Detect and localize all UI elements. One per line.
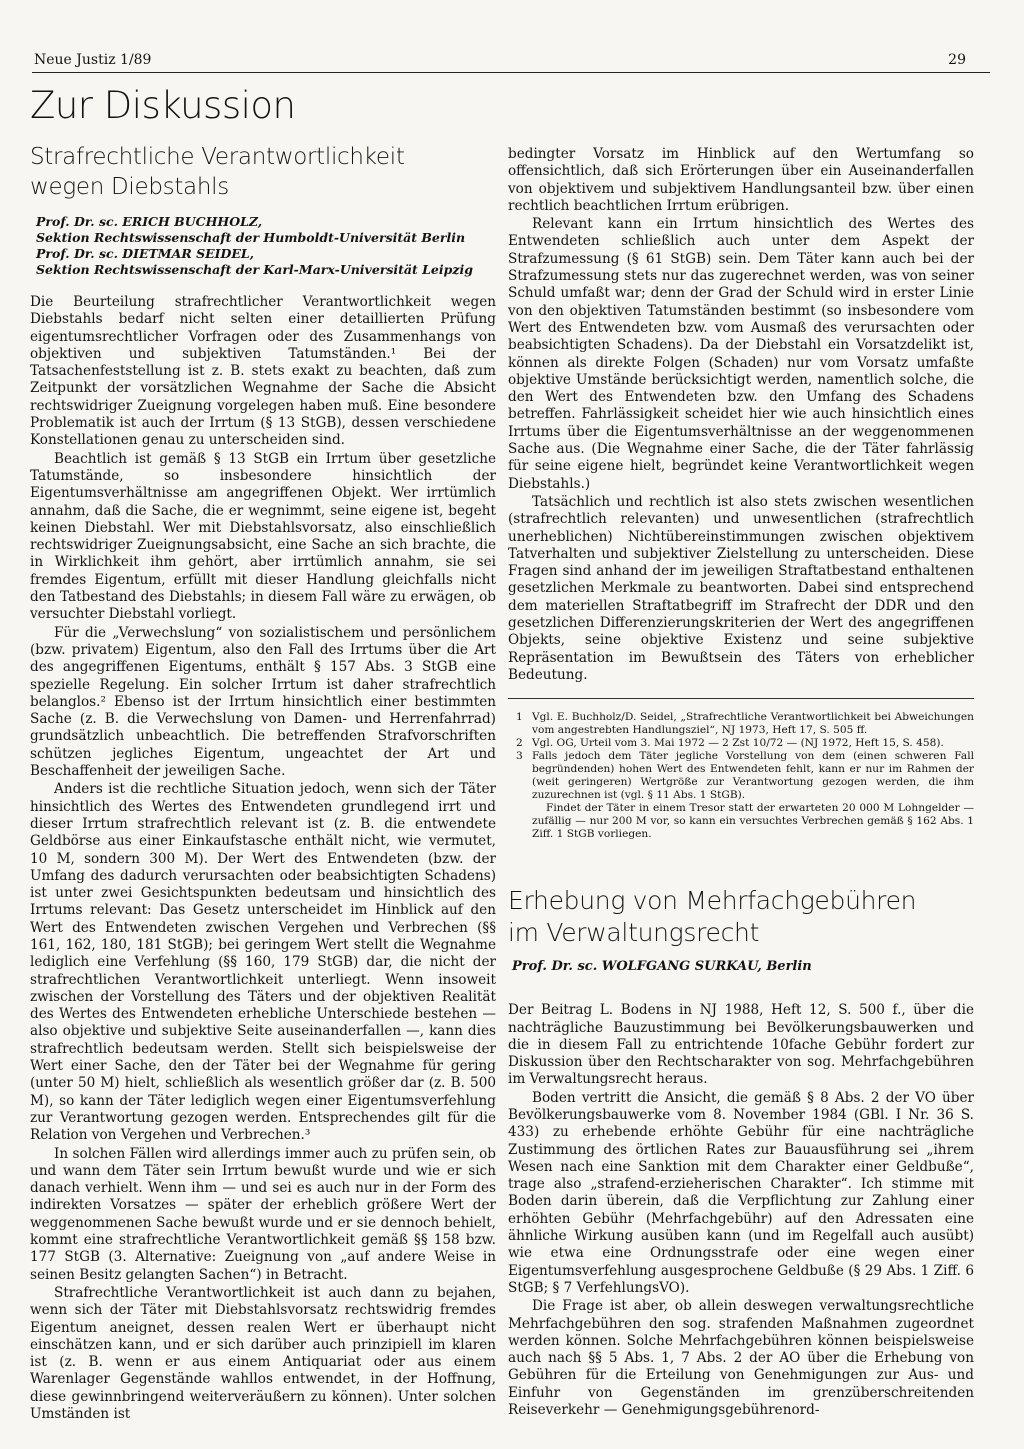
right-column (508, 146, 974, 1420)
paragraph: Anders ist die rechtliche Situation jedoch, wenn sich der Täter hinsichtlich des Wertes des Entwendeten grundlegend irrt und dieser Irrtum strafrechtlich relevant ist (z. B. die entwendete Geldbörse aus einer Einkaufstasche enthält nicht, wie vermutet, 10 M, sondern 300 M). Der Wert des Entwendeten (bzw. der Umfang des dadurch verursachten oder beabsichtigten Schadens) ist unter zwei Gesichtspunkten bedeutsam und hinsichtlich des Irrtums relevant: Das Gesetz unterscheidet im Hinblick auf den Wert des Entwendeten zwischen Vergehen und Verbrechen (§§ 161, 162, 180, 181 StGB); bei geringem Wert stellt die Wegnahme lediglich eine Verfehlung (§§ 160, 179 StGB) dar, die nicht der strafrechtlichen Verantwortlichkeit unterliegt. Wenn insoweit zwischen der Vorstellung des Täters und der objektiven Realität des Wertes des Entwendeten erhebliche Unterschiede bestehen — also objektive und subjektive Seite auseinanderfallen —, kann dies strafrechtlich bedeutsam werden. Stellt sich beispielsweise der Wert einer Sache, den der Täter bei der Wegnahme für gering (unter 50 M) hielt, schließlich als wesentlich größer dar (z. B. 500 M), so kann der Täter lediglich wegen einer Eigentumsverfehlung zur Verantwortung gezogen werden. Entsprechendes gilt für die Relation von Vergehen und Verbrechen.³ (30, 781, 496, 1144)
author-name: Prof. Dr. sc. WOLFGANG SURKAU, Berlin (512, 959, 812, 975)
second-article (508, 885, 974, 1419)
footnote-divider (508, 698, 974, 699)
footnote-2: 2 Vgl. OG, Urteil vom 3. Mai 1972 — 2 Zst 10/72 — (NJ 1972, Heft 15, S. 458). (516, 737, 944, 750)
paragraph: Für die „Verwechslung“ von sozialistischem und persönlichem (bzw. privatem) Eigentum, also den Fall des Irrtums über die Art des angegriffenen Eigentums, enthält § 157 Abs. 3 StGB eine spezielle Regelung. Ein solcher Irrtum ist daher strafrechtlich belanglos.² Ebenso ist der Irrtum hinsichtlich einer bestimmten Sache (z. B. die Verwechslung von Damen- und Herrenfahrrad) grundsätzlich unbeachtlich. Die betreffenden Strafvorschriften schützen jegliches Eigentum, ungeachtet der Art und Beschaffenheit der jeweiligen Sache. (30, 624, 496, 780)
paragraph: Die Frage ist aber, ob allein deswegen verwaltungsrechtliche Mehrfachgebühren den sog. strafenden Maßnahmen zugeordnet werden können. Solche Mehrfachgebühren können beispielsweise auch nach §§ 5 Abs. 1, 7 Abs. 2 der AO über die Erhebung von Gebühren für die Erteilung von Genehmigungen zur Aus- und Einfuhr von Gegenständen im grenzüberschreitenden Reiseverkehr — Genehmigungsgebührenord- (508, 1298, 974, 1419)
footnote-1: 1 Vgl. E. Buchholz/D. Seidel, „Strafrechtliche Verantwortlichkeit bei Abweichungen vom angestrebten Handlungsziel“, NJ 1973, Heft 17, S. 505 ff. (516, 711, 974, 737)
article-title-line-1: Erhebung von Mehrfachgebühren (508, 886, 917, 916)
author-name: Prof. Dr. sc. DIETMAR SEIDEL, (36, 246, 254, 261)
paragraph: bedingter Vorsatz im Hinblick auf den Wertumfang so offensichtlich, daß sich Erörterungen über ein Auseinanderfallen von objektivem und subjektivem Handlungsanteil bzw. über einen rechtlich beachtlichen Irrtum erübrigen. (508, 146, 974, 214)
journal-issue: Neue Justiz 1/89 (34, 52, 152, 68)
header-divider (32, 72, 990, 73)
author-name: Prof. Dr. sc. ERICH BUCHHOLZ, (36, 214, 263, 229)
paragraph: Beachtlich ist gemäß § 13 StGB ein Irrtum über gesetzliche Tatumstände, so insbesondere hinsichtlich der Eigentumsverhältnisse am angegriffenen Objekt. Wer irrtümlich annahm, daß die Sache, die er wegnimmt, seine eigene ist, begeht keinen Diebstahl. Wer mit Diebstahlsvorsatz, also einschließlich rechtswidriger Zueignungsabsicht, eine Sache an sich brachte, die in Wirklichkeit ihm gehört, aber irrtümlich annahm, sie sei fremdes Eigentum, erfüllt mit dieser Handlung gleichfalls nicht den Tatbestand des Diebstahls; in diesem Fall wäre zu erwägen, ob versuchter Diebstahl vorliegt. (30, 450, 496, 623)
paragraph: Boden vertritt die Ansicht, die gemäß § 8 Abs. 2 der VO über Bevölkerungsbauwerke vom 8. November 1984 (GBl. I Nr. 36 S. 433) zu erhebende erhöhte Gebühr für eine nachträgliche Zustimmung des örtlichen Rates zur Bauausführung sei „ihrem Wesen nach eine Sanktion mit dem Charakter einer Geldbuße“, trage also „strafend-erzieherischen Charakter“. Ich stimme mit Boden darin überein, daß die Verpflichtung zur Zahlung einer erhöhten Gebühr (Mehrfachgebühr) auf den Adressaten eine ähnliche Wirkung ausüben kann (und im Regelfall auch ausübt) wie etwa eine Ordnungsstrafe oder eine wegen einer Eigentumsverfehlung ausgesprochene Geldbuße (§ 29 Abs. 1 Ziff. 6 StGB; § 7 VerfehlungsVO). (508, 1089, 974, 1296)
paragraph: Relevant kann ein Irrtum hinsichtlich des Wertes des Entwendeten schließlich auch unter dem Aspekt der Strafzumessung (§ 61 StGB) sein. Dem Täter kann auch bei der Strafzumessung stets nur das zugerechnet werden, was von seiner Schuld umfaßt war; denn der Grad der Schuld wird in erster Linie von den objektiven Tatumständen bestimmt (so insbesondere vom Wert des Entwendeten bzw. vom Ausmaß des verursachten oder beabsichtigten Schadens). Da der Diebstahl ein Vorsatzdelikt ist, können als direkte Folgen (Schaden) nur vom Vorsatz umfaßte objektive Umstände berücksichtigt werden, namentlich solche, die den Wert des Entwendeten bzw. den Umfang des Schadens betreffen. Fahrlässigkeit scheidet hier wie auch hinsichtlich eines Irrtums über die Eigentumsverhältnisse an der weggenommenen Sache aus. (Die Wegnahme einer Sache, die der Täter fahrlässig für seine eigene hielt, begründet keine Verantwortlichkeit wegen Diebstahls.) (508, 216, 974, 492)
author-block (36, 214, 496, 278)
article-body (508, 1002, 974, 1419)
article-title-line-2: wegen Diebstahls (30, 174, 229, 200)
author-affiliation: Sektion Rechtswissenschaft der Humboldt-Universität Berlin (36, 230, 466, 245)
article-body-left (30, 294, 496, 1423)
article-title-line-2: im Verwaltungsrecht (508, 918, 760, 948)
author-affiliation: Sektion Rechtswissenschaft der Karl-Marx-Universität Leipzig (36, 262, 473, 277)
paragraph: Die Beurteilung strafrechtlicher Verantwortlichkeit wegen Diebstahls bedarf nicht selten einer detaillierten Prüfung eigentumsrechtlicher Vorfragen oder des Zusammenhangs von objektiven und subjektiven Tatumständen.¹ Bei der Tatsachenfeststellung ist z. B. stets exakt zu beachten, daß zum Zeitpunkt der vorsätzlichen Wegnahme der Sache die Absicht rechtswidriger Zueignung vorgelegen haben muß. Eine besondere Problematik ist auch der Irrtum (§ 13 StGB), dessen verschiedene Konstellationen genau zu unterscheiden sind. (30, 294, 496, 449)
footnote-3: 3 Falls jedoch dem Täter jegliche Vorstellung von dem (einen schweren Fall begründenden) hohen Wert des Entwendeten fehlt, kann er nur im Rahmen der (weit geringeren) Wertgröße zur Verantwortung gezogen werden, die ihm zuzurechnen ist (vgl. § 11 Abs. 1 StGB). (516, 750, 974, 802)
article-title (30, 142, 496, 202)
article-title (508, 885, 974, 949)
page-number: 29 (948, 52, 966, 68)
paragraph: In solchen Fällen wird allerdings immer auch zu prüfen sein, ob und wann dem Täter sein Irrtum bewußt wurde und wie er sich danach verhielt. Wenn ihm — und sei es auch nur in der Form des indirekten Vorsatzes — später der erheblich größere Wert der weggenommenen Sache bewußt wurde und er sie dennoch behielt, kommt eine strafrechtliche Verantwortlichkeit gemäß §§ 158 bzw. 177 StGB (3. Alternative: Zueignung von „auf andere Weise in seinen Besitz gelangten Sachen“) in Betracht. (30, 1145, 496, 1283)
section-title: Zur Diskussion (30, 84, 296, 127)
paragraph: Strafrechtliche Verantwortlichkeit ist auch dann zu bejahen, wenn sich der Täter mit Diebstahlsvorsatz rechtswidrig fremdes Eigentum aneignet, dessen realen Wert er überhaupt nicht einschätzen kann, und er sich darüber auch prinzipiell im klaren ist (z. B. wenn er aus einem Antiquariat oder aus einem Warenlager Gegenstände wahllos entwendet, in der Hoffnung, diese gewinnbringend weiterveräußern zu können). Unter solchen Umständen ist (30, 1284, 496, 1422)
paragraph: Der Beitrag L. Bodens in NJ 1988, Heft 12, S. 500 f., über die nachträgliche Bauzustimmung bei Bevölkerungsbauwerken und die in diesem Fall zu entrichtende 10fache Gebühr fordert zur Diskussion über den Rechtscharakter von sog. Mehrfachgebühren im Verwaltungsrecht heraus. (508, 1002, 974, 1088)
footnotes (516, 711, 974, 841)
article-body-right (508, 146, 974, 684)
footnote-3-continuation: Findet der Täter in einem Tresor statt der erwarteten 20 000 M Lohngelder — zufällig — nur 200 M vor, so kann ein versuchtes Verbrechen gemäß § 162 Abs. 1 Ziff. 1 StGB vorliegen. (532, 802, 974, 841)
article-title-line-1: Strafrechtliche Verantwortlichkeit (30, 144, 405, 170)
left-column (30, 84, 496, 1424)
paragraph: Tatsächlich und rechtlich ist also stets zwischen wesentlichen (strafrechtlich relevanten) und unwesentlichen (strafrechtlich unerheblichen) Nichtübereinstimmungen zwischen objektivem Tatverhalten und subjektiver Zielstellung zu unterscheiden. Diese Fragen sind anhand der im jeweiligen Straftatbestand enthaltenen gesetzlichen Merkmale zu beantworten. Dabei sind entsprechend dem materiellen Straftatbegriff im Strafrecht der DDR und den gesetzlichen Differenzierungskriterien der Wert des angegriffenen Objekts, seine objektive Existenz und seine subjektive Repräsentation im Bewußtsein des Täters von erheblicher Bedeutung. (508, 493, 974, 683)
